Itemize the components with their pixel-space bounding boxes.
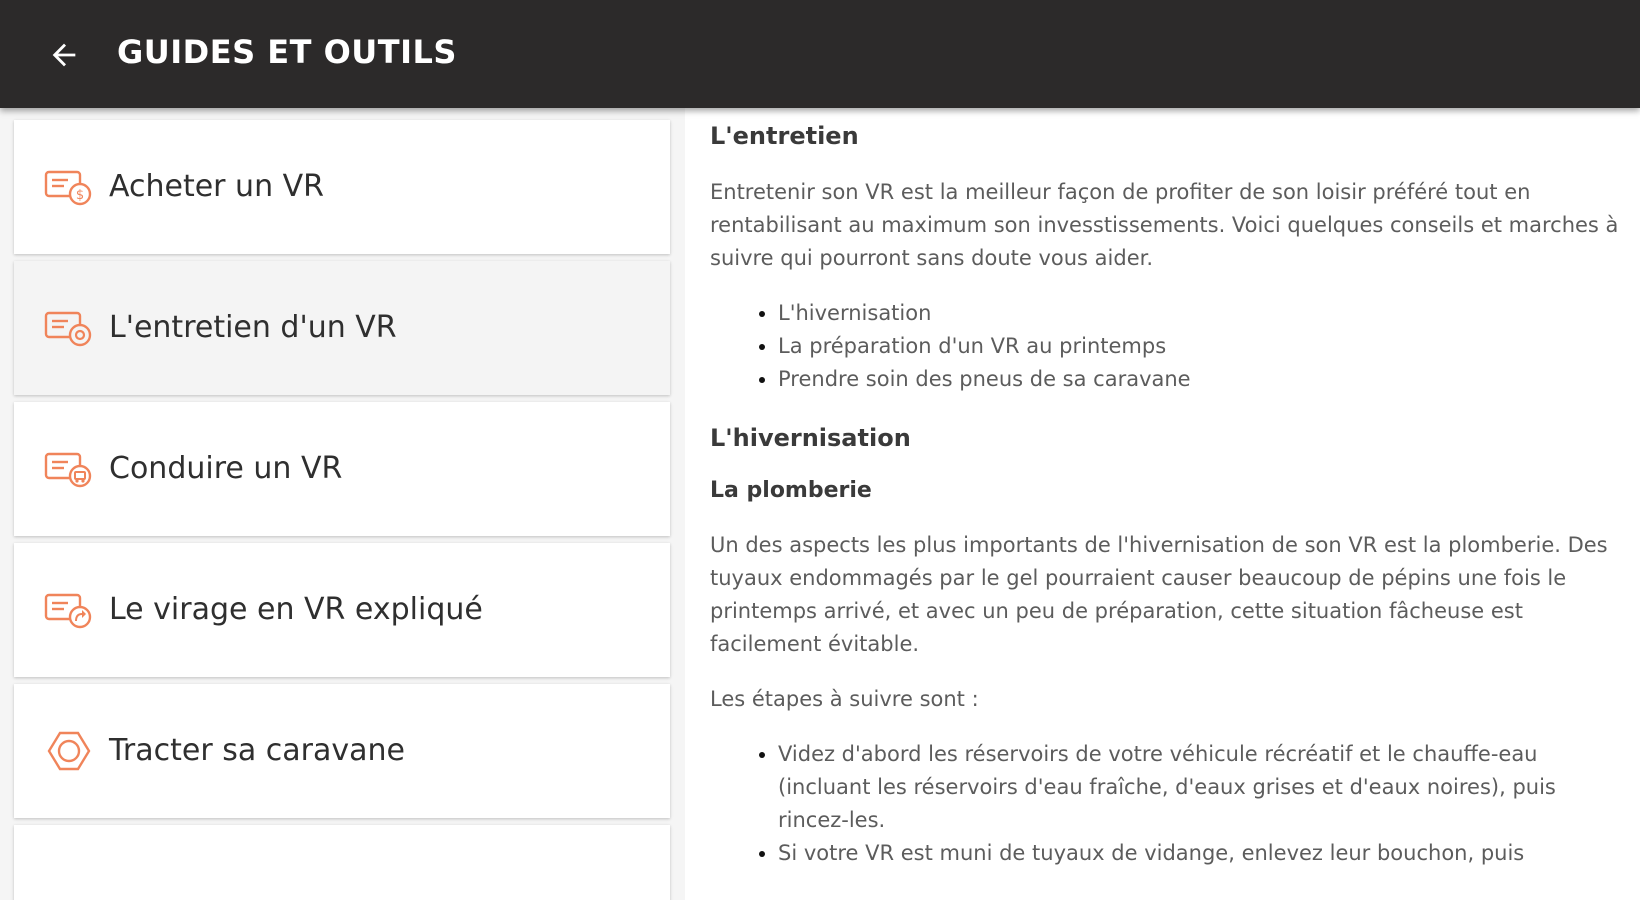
list-item: • Prendre soin des pneus de sa caravane: [778, 363, 1620, 396]
steps-intro: Les étapes à suivre sont :: [710, 687, 979, 711]
list-item: • Si votre VR est muni de tuyaux de vidange, enlevez leur bouchon, puis: [778, 837, 1620, 870]
intro-paragraph: Entretenir son VR est la meilleur façon de profiter de son loisir préféré tout en rentabilisant au maximum son invesstissements. Voici quelques conseils et marches à suivre qui pourront sans doute vous aider.: [710, 180, 1619, 270]
maintenance-card-icon: [44, 307, 94, 349]
turn-card-icon: [44, 589, 94, 631]
guide-item-entretien[interactable]: [14, 261, 670, 395]
guide-item-virage[interactable]: [14, 543, 670, 677]
guide-item-tracter[interactable]: [14, 684, 670, 818]
guide-list: [0, 108, 685, 900]
article-panel: [685, 108, 1640, 900]
guide-label: Acheter un VR: [109, 169, 324, 204]
hitch-ring-icon: [44, 730, 94, 772]
list-item: • Videz d'abord les réservoirs de votre véhicule récréatif et le chauffe-eau (incluant les réservoirs d'eau fraîche, d'eaux grises et d'eaux noires), puis rincez-les.: [778, 738, 1620, 837]
page-title: GUIDES ET OUTILS: [117, 33, 457, 71]
section-title-entretien: L'entretien: [710, 122, 859, 150]
guide-item-acheter[interactable]: [14, 120, 670, 254]
article-body: [710, 122, 1620, 892]
guide-label: Le virage en VR expliqué: [109, 592, 483, 627]
list-item: • L'hivernisation: [778, 297, 1620, 330]
money-card-icon: [44, 166, 94, 208]
list-item: • La préparation d'un VR au printemps: [778, 330, 1620, 363]
topics-list: [710, 297, 1620, 396]
guide-item-conduire[interactable]: [14, 402, 670, 536]
guide-item-next[interactable]: [14, 825, 670, 900]
back-button[interactable]: [36, 30, 92, 80]
guide-label: Tracter sa caravane: [109, 733, 405, 768]
subsection-title-plomberie: La plomberie: [710, 478, 872, 503]
section-title-hivernisation: L'hivernisation: [710, 424, 911, 452]
app-bar: [0, 0, 1640, 108]
steps-list: [710, 738, 1620, 870]
svg-text:$: $: [75, 188, 85, 203]
plumbing-paragraph: Un des aspects les plus importants de l'hivernisation de son VR est la plomberie. Des tuyaux endommagés par le gel pourraient causer beaucoup de pépins une fois le printemps arrivé, et avec un peu de préparation, cette situation fâcheuse est facilement évitable.: [710, 533, 1608, 656]
guide-label: L'entretien d'un VR: [109, 310, 397, 345]
guide-label: Conduire un VR: [109, 451, 343, 486]
driving-card-icon: [44, 448, 94, 490]
arrow-left-icon: [47, 38, 81, 72]
